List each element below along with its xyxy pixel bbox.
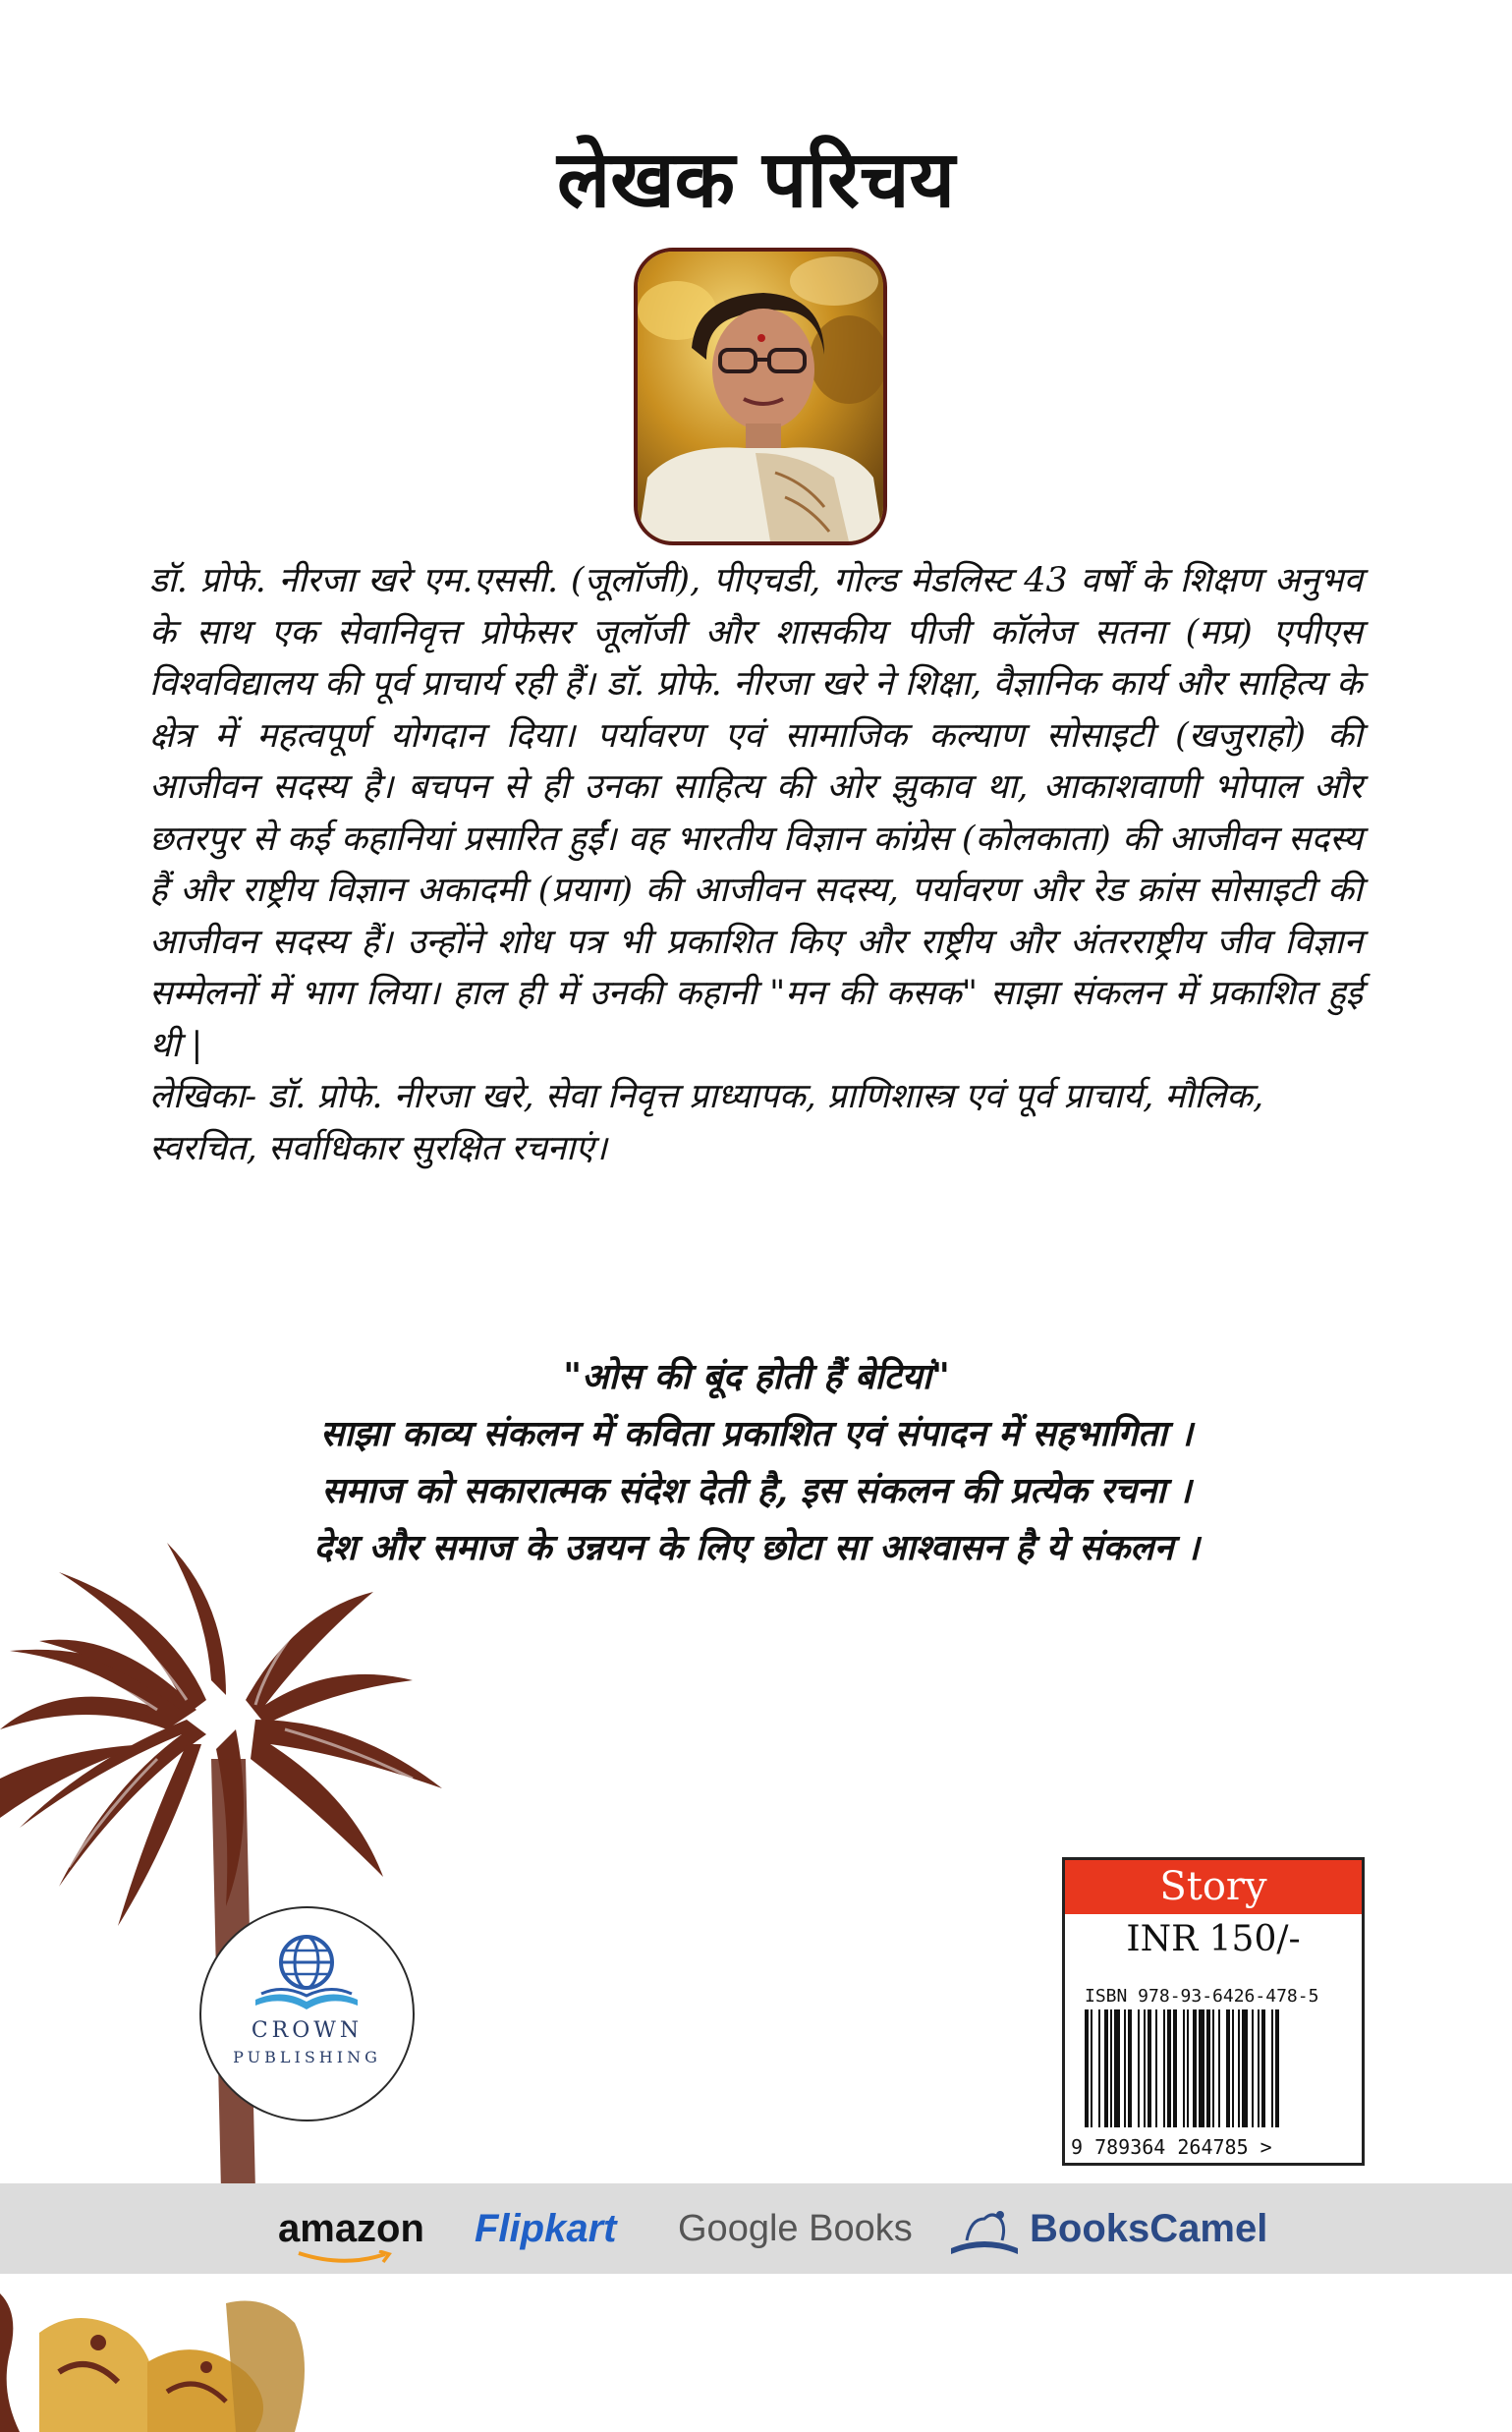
author-photo [634, 248, 887, 545]
author-bio [149, 555, 1363, 1174]
bio-paragraph: डॉ. प्रोफे. नीरजा खरे एम.एससी. (जूलॉजी), पीएचडी, गोल्ड मेडलिस्ट 43 वर्षों के शिक्षण अनुभव के साथ एक सेवानिवृत्त प्रोफेसर जूलॉजी और शासकीय पीजी कॉलेज सतना (मप्र) एपीएस विश्वविद्यालय की पूर्व प्राचार्य रही हैं। डॉ. प्रोफे. नीरजा खरे ने शिक्षा, वैज्ञानिक कार्य और साहित्य के क्षेत्र में महत्वपूर्ण योगदान दिया। पर्यावरण एवं सामाजिक कल्याण सोसाइटी (खजुराहो) की आजीवन सदस्य है। बचपन से ही उनका साहित्य की ओर झुकाव था, आकाशवाणी भोपाल और छतरपुर से कई कहानियां प्रसारित हुईं। वह भारतीय विज्ञान कांग्रेस (कोलकाता) की आजीवन सदस्य हैं और राष्ट्रीय विज्ञान अकादमी (प्रयाग) की आजीवन सदस्य, पर्यावरण और रेड क्रांस सोसाइटी की आजीवन सदस्य हैं। उन्होंने शोध पत्र भी प्रकाशित किए और राष्ट्रीय और अंतरराष्ट्रीय जीव विज्ञान सम्मेलनों में भाग लिया। हाल ही में उनकी कहानी "मन की कसक" साझा संकलन में प्रकाशित हुई थी | [149, 561, 1363, 1065]
price-label: INR 150/- [1126, 1919, 1301, 1959]
amazon-smile-icon [295, 2250, 393, 2266]
bookscamel-logo: BooksCamel [1030, 2207, 1268, 2250]
amazon-logo: amazon [278, 2207, 424, 2250]
bookscamel-icon [945, 2201, 1024, 2260]
publisher-logo [199, 1906, 415, 2121]
quote-line: समाज को सकारात्मक संदेश देती है, इस संकलन की प्रत्येक रचना । [321, 1470, 1192, 1511]
flipkart-logo: Flipkart [475, 2207, 617, 2250]
globe-book-icon [248, 1923, 365, 2021]
author-portrait-illustration [638, 252, 883, 541]
quote-title: "ओस की बूंद होती हैं बेटियां" [563, 1356, 950, 1397]
isbn-text: ISBN 978-93-6426-478-5 [1085, 1986, 1319, 2007]
google-books-logo: Google Books [678, 2208, 913, 2249]
barcode-icon [1083, 2009, 1342, 2135]
quote-line: देश और समाज के उन्नयन के लिए छोटा सा आश्वासन है ये संकलन । [313, 1527, 1200, 1568]
price-barcode-box [1062, 1857, 1365, 2166]
page-title: लेखक परिचय [556, 134, 956, 225]
decorative-bottom-illustration [0, 2274, 511, 2432]
publisher-subtitle: PUBLISHING [233, 2048, 381, 2066]
store-logos-band [0, 2183, 1512, 2274]
quote-line: साझा काव्य संकलन में कविता प्रकाशित एवं संपादन में सहभागिता । [319, 1413, 1194, 1454]
author-credit-line: लेखिका- डॉ. प्रोफे. नीरजा खरे, सेवा निवृत्त प्राध्यापक, प्राणिशास्त्र एवं पूर्व प्राचार्य, मौलिक, स्वरचित, सर्वाधिकार सुरक्षित रचनाएं। [149, 1077, 1264, 1168]
publisher-name: CROWN [251, 2018, 364, 2043]
genre-label: Story [1065, 1860, 1362, 1914]
barcode-number: 9 789364 264785 > [1071, 2135, 1272, 2159]
